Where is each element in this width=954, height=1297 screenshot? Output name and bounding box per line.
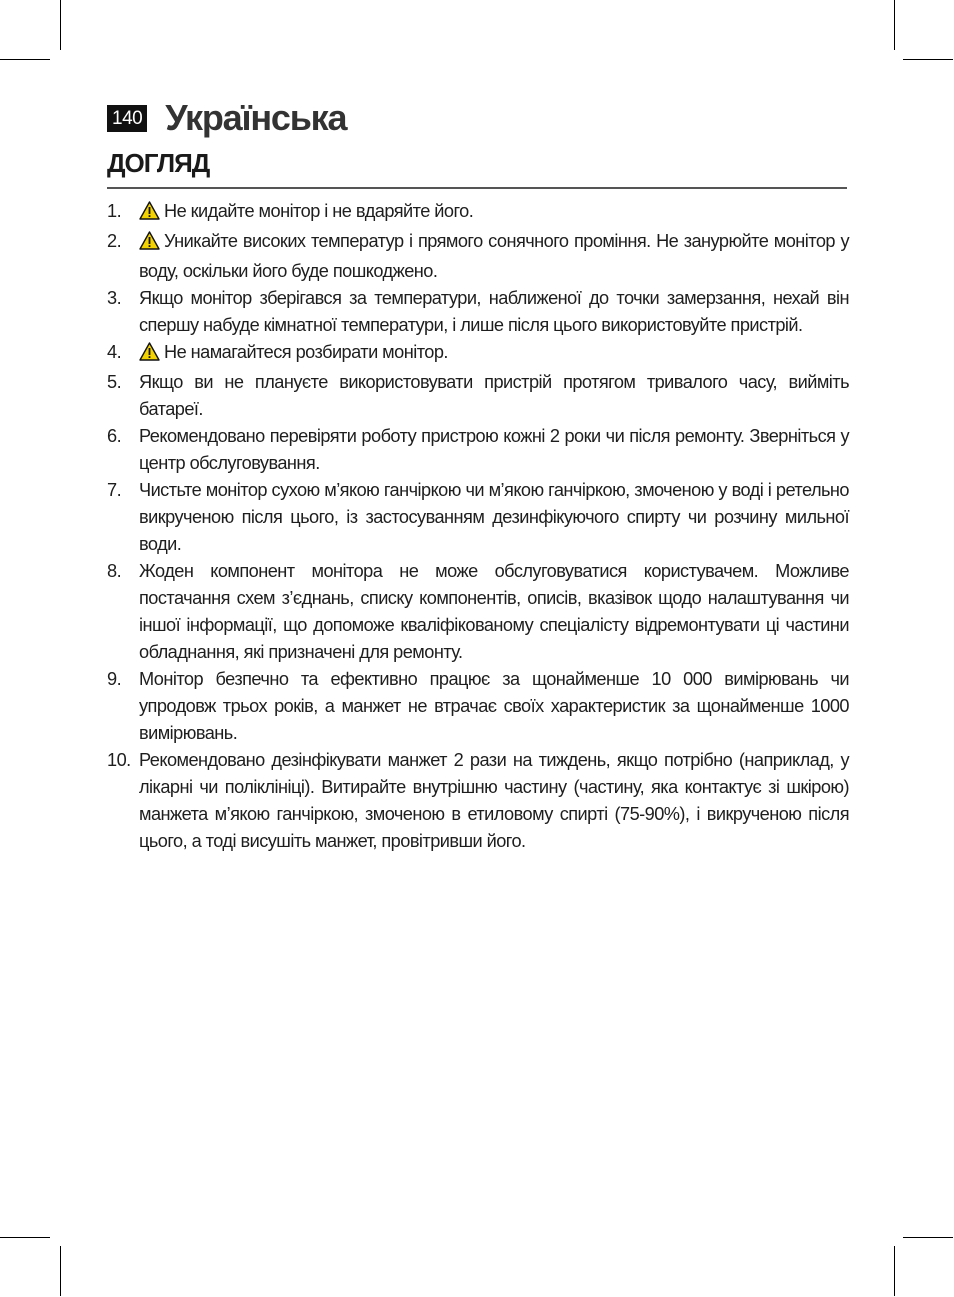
item-text: [139, 666, 849, 747]
item-text: [139, 369, 849, 423]
item-number: 9.: [107, 669, 122, 689]
list-item: [107, 369, 849, 423]
item-text: [139, 558, 849, 666]
crop-mark: [60, 1246, 61, 1296]
crop-mark: [894, 0, 895, 50]
crop-mark: [60, 0, 61, 50]
item-number: 1.: [107, 201, 122, 221]
item-text-content: Якщо монітор зберігався за температури, наближеної до точки замерзання, нехай він спершу набуде кімнатної температури, і лише після цього використовуйте пристрій.: [139, 288, 849, 335]
item-text-content: Не кидайте монітор і не вдаряйте його.: [164, 201, 474, 221]
crop-mark: [903, 1237, 953, 1238]
list-item: [107, 477, 849, 558]
header-divider: [107, 187, 847, 189]
page-header: [107, 96, 847, 189]
warning-triangle-icon: [139, 342, 160, 369]
crop-mark: [894, 1246, 895, 1296]
list-item: [107, 558, 849, 666]
crop-mark: [0, 1237, 50, 1238]
list-item: [107, 198, 849, 228]
crop-mark: [903, 59, 953, 60]
item-text: [139, 339, 849, 369]
item-text-content: Рекомендовано перевіряти роботу пристрою кожні 2 роки чи після ремонту. Зверніться у центр обслуговування.: [139, 426, 849, 473]
list-item: [107, 285, 849, 339]
list-item: [107, 423, 849, 477]
item-number: 10.: [107, 750, 131, 770]
item-text-content: Рекомендовано дезінфікувати манжет 2 рази на тиждень, якщо потрібно (наприклад, у лікарні чи поліклініці). Витирайте внутрішню частину (частину, яка контактує зі шкірою) манжета м’якою ганчіркою, змоченою в етиловому спирті (75-90%), і викрученою після цього, а тоді висушіть манжет, провітривши його.: [139, 750, 849, 851]
item-text: [139, 477, 849, 558]
item-text-content: Уникайте високих температур і прямого сонячного проміння. Не занурюйте монітор у воду, оскільки його буде пошкоджено.: [139, 231, 849, 281]
item-number: 2.: [107, 231, 122, 251]
item-number: 8.: [107, 561, 122, 581]
item-text: [139, 747, 849, 855]
language-title: Українська: [165, 97, 347, 138]
title-row: [107, 96, 847, 140]
care-instructions-list: [107, 198, 849, 855]
item-text: [139, 285, 849, 339]
item-number: 4.: [107, 342, 122, 362]
item-text: [139, 228, 849, 285]
crop-mark: [0, 59, 50, 60]
warning-triangle-icon: [139, 231, 160, 258]
list-item: [107, 228, 849, 285]
item-text-content: Жоден компонент монітора не може обслуговуватися користувачем. Можливе постачання схем з’єднань, списку компонентів, описів, вказівок щодо налаштування чи іншої інформації, що допоможе кваліфікованому спеціалісту відремонтувати ці частини обладнання, які призначені для ремонту.: [139, 561, 849, 662]
list-item: [107, 339, 849, 369]
item-number: 5.: [107, 372, 122, 392]
item-text-content: Якщо ви не плануєте використовувати пристрій протягом тривалого часу, вийміть батареї.: [139, 372, 849, 419]
list-item: [107, 666, 849, 747]
list-item: [107, 747, 849, 855]
item-text-content: Монітор безпечно та ефективно працює за щонайменше 10 000 вимірювань чи упродовж трьох років, а манжет не втрачає своїх характеристик за щонайменше 1000 вимірювань.: [139, 669, 849, 743]
item-number: 6.: [107, 426, 122, 446]
item-number: 3.: [107, 288, 122, 308]
item-text-content: Не намагайтеся розбирати монітор.: [164, 342, 448, 362]
item-text: [139, 423, 849, 477]
item-text: [139, 198, 849, 228]
warning-triangle-icon: [139, 201, 160, 228]
section-title: ДОГЛЯД: [107, 148, 210, 178]
item-number: 7.: [107, 480, 122, 500]
page-number: 140: [107, 105, 147, 132]
item-text-content: Чистьте монітор сухою м’якою ганчіркою чи м’якою ганчіркою, змоченою у воді і ретельно викрученою після цього, із застосуванням дезинфікуючого спирту чи розчину мильної води.: [139, 480, 849, 554]
